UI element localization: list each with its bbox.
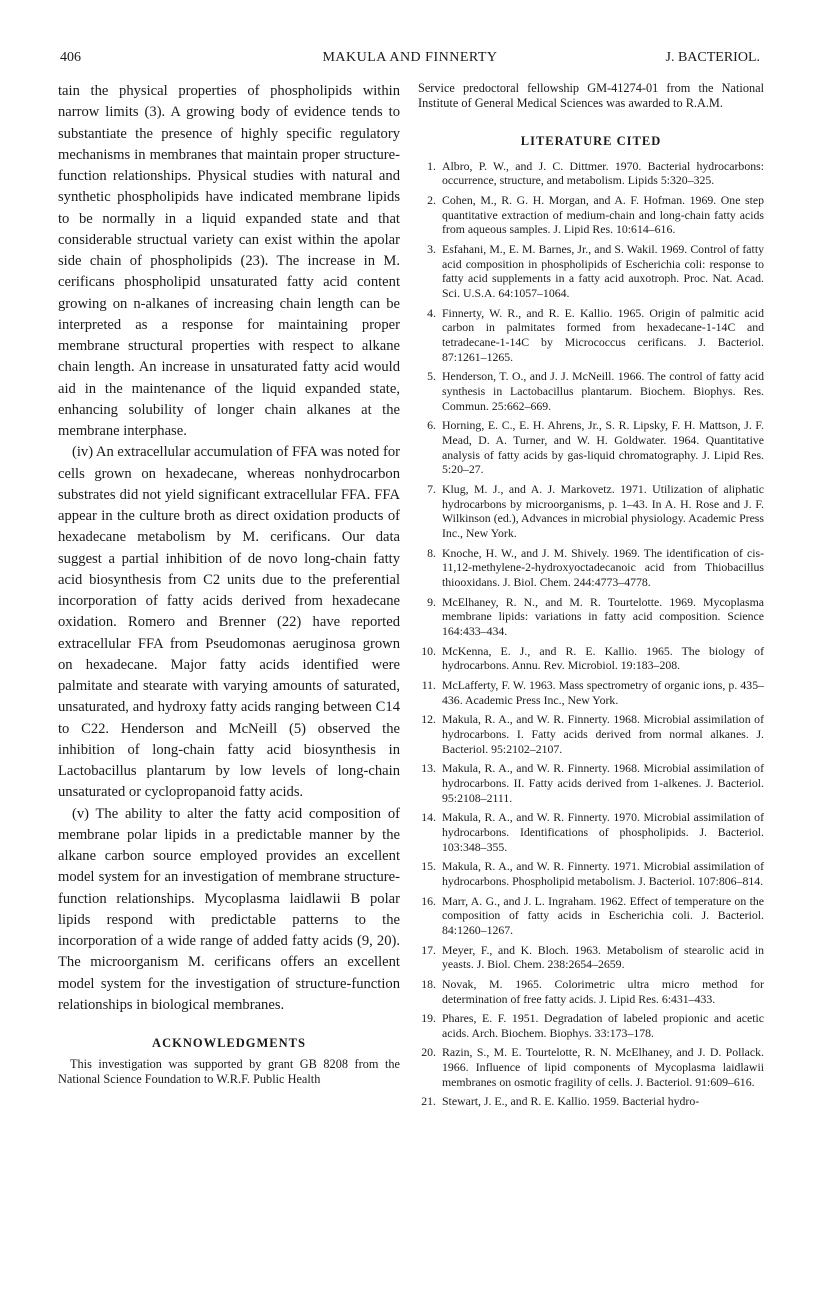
reference-text: Klug, M. J., and A. J. Markovetz. 1971. Utilization of aliphatic hydrocarbons by microorganisms, p. 1–43. In A. H. Rose and J. F. Wilkinson (ed.), Advances in microbial physiology. Academic Press Inc., New York.	[442, 482, 764, 541]
reference-item	[418, 1045, 764, 1089]
acknowledgments-heading: ACKNOWLEDGMENTS	[152, 1036, 306, 1050]
reference-item	[418, 546, 764, 590]
reference-item	[418, 859, 764, 888]
reference-text: Makula, R. A., and W. R. Finnerty. 1970. Microbial assimilation of hydrocarbons. Identifications of phospholipids. J. Bacteriol. 103:348–355.	[442, 810, 764, 854]
reference-text: Stewart, J. E., and R. E. Kallio. 1959. Bacterial hydro-	[442, 1094, 700, 1109]
reference-number: 11.	[421, 678, 436, 692]
reference-number: 8.	[427, 545, 436, 560]
right-column	[418, 81, 764, 1114]
literature-cited-heading: LITERATURE CITED	[520, 133, 662, 148]
reference-number: 1.	[427, 158, 436, 173]
body-paragraph: tain the physical properties of phospholipids within narrow limits (3). A growing body of evidence tends to substantiate the presence of highly specific regulatory mechanisms in membranes that maintain proper structure-function relationships. Physical studies with natural and synthetic phospholipids have indicated membrane lipids to be normally in a liquid expanded state and that considerable structual variety can exist within the apolar side chain of phospholipids (23). The increase in M. cerificans phospholipid unsaturated fatty acid content growing on n-alkanes of increasing chain length can be interpreted as a response for maintaining proper membrane structural properties with respect to alkane chain length. An increase in unsaturated fatty acid would aid in the maintenance of the liquid expanded state, enhancing solubility of longer chain alkanes at the membrane interphase.	[58, 83, 400, 439]
reference-number: 17.	[421, 942, 436, 957]
reference-number: 21.	[421, 1094, 436, 1109]
body-paragraph: (v) The ability to alter the fatty acid composition of membrane polar lipids in a predictable manner by the alkane carbon source employed provides an excellent model system for an investigation of membrane structure-function relationships. Mycoplasma laidlawii B polar lipids respond with predictable patterns to the incorporation of a wide range of added fatty acids (9, 20). The microorganism M. cerificans offers an excellent model system for the investigation of structure-function relationships in biological membranes.	[58, 805, 400, 1013]
reference-text: Makula, R. A., and W. R. Finnerty. 1968. Microbial assimilation of hydrocarbons. II. Fatty acids derived from 1-alkenes. J. Bacteriol. 95:2108–2111.	[442, 761, 764, 805]
reference-text: Finnerty, W. R., and R. E. Kallio. 1965. Origin of palmitic acid carbon in palmitates formed from hexadecane-1-14C and tetradecane-1-14C by Micrococcus cerificans. J. Bacteriol. 87:1261–1265.	[442, 305, 764, 364]
reference-text: Marr, A. G., and J. L. Ingraham. 1962. Effect of temperature on the composition of fatty acids in Escherichia coli. J. Bacteriol. 84:1260–1267.	[442, 893, 764, 937]
reference-item	[418, 306, 764, 365]
page-number: 406	[60, 50, 81, 65]
page-header	[60, 50, 760, 74]
running-title-authors: MAKULA AND FINNERTY	[322, 50, 498, 65]
reference-text: Albro, P. W., and J. C. Dittmer. 1970. Bacterial hydrocarbons: occurrence, structure, and metabolism. Lipids 5:320–325.	[442, 158, 764, 188]
reference-item	[418, 894, 764, 938]
reference-item	[418, 1011, 764, 1040]
reference-text: Makula, R. A., and W. R. Finnerty. 1971. Microbial assimilation of hydrocarbons. Phospholipid metabolism. J. Bacteriol. 107:806–814.	[442, 859, 764, 888]
reference-item	[418, 678, 764, 707]
reference-item	[418, 482, 764, 541]
reference-item	[418, 810, 764, 854]
reference-text: McLafferty, F. W. 1963. Mass spectrometry of organic ions, p. 435–436. Academic Press Inc., New York.	[442, 678, 764, 707]
reference-text: Phares, E. F. 1951. Degradation of labeled propionic and acetic acids. Arch. Biochem. Biophys. 33:173–178.	[442, 1011, 764, 1040]
reference-number: 12.	[421, 712, 436, 727]
reference-item	[418, 193, 764, 237]
reference-number: 18.	[421, 976, 436, 991]
reference-number: 6.	[427, 418, 436, 433]
reference-number: 10.	[421, 643, 436, 658]
reference-text: McKenna, E. J., and R. E. Kallio. 1965. The biology of hydrocarbons. Annu. Rev. Microbiol. 19:183–208.	[442, 643, 764, 673]
left-column	[58, 81, 400, 1088]
reference-item	[418, 977, 764, 1006]
reference-text: Henderson, T. O., and J. J. McNeill. 1966. The control of fatty acid synthesis in Lactobacillus plantarum. Biochem. Biophys. Res. Commun. 25:662–669.	[442, 369, 764, 413]
reference-item	[418, 761, 764, 805]
reference-text: Horning, E. C., E. H. Ahrens, Jr., S. R. Lipsky, F. H. Mattson, J. F. Mead, D. A. Turner, and W. H. Goldwater. 1964. Quantitative analysis of fatty acids by gas-liquid chromatography. J. Lipid Res. 5:20–27.	[442, 418, 764, 477]
reference-item	[418, 242, 764, 301]
reference-item	[418, 644, 764, 673]
reference-number: 16.	[421, 893, 436, 908]
reference-text: Cohen, M., R. G. H. Morgan, and A. F. Hofman. 1969. One step quantitative extraction of medium-chain and long-chain fatty acids from aqueous samples. J. Lipid Res. 10:614–616.	[442, 192, 764, 237]
reference-number: 7.	[427, 482, 436, 496]
reference-item	[418, 1094, 764, 1109]
reference-item	[418, 712, 764, 756]
reference-number: 20.	[421, 1045, 436, 1060]
reference-item	[418, 595, 764, 639]
reference-number: 3.	[427, 241, 436, 256]
reference-number: 2.	[427, 192, 436, 207]
reference-text: Esfahani, M., E. M. Barnes, Jr., and S. Wakil. 1969. Control of fatty acid composition in phospholipids of Escherichia coli: response to fatty acid supplements in a fatty acid auxotroph. Proc. Nat. Acad. Sci. U.S.A. 64:1057–1064.	[442, 241, 764, 300]
reference-number: 13.	[421, 761, 436, 776]
reference-number: 5.	[427, 369, 436, 384]
reference-number: 9.	[427, 594, 436, 609]
reference-item	[418, 369, 764, 413]
reference-item	[418, 943, 764, 972]
reference-number: 14.	[421, 810, 436, 825]
reference-item	[418, 159, 764, 188]
reference-text: McElhaney, R. N., and M. R. Tourtelotte. 1969. Mycoplasma membrane lipids: variations in fatty acid composition. Science 164:433–434.	[442, 594, 764, 639]
reference-text: Meyer, F., and K. Bloch. 1963. Metabolism of stearolic acid in yeasts. J. Biol. Chem. 238:2654–2659.	[442, 942, 764, 972]
reference-list	[418, 159, 764, 1110]
acknowledgments-text: This investigation was supported by grant GB 8208 from the National Science Foundation to W.R.F. Public Health	[58, 1057, 400, 1087]
reference-text: Knoche, H. W., and J. M. Shively. 1969. The identification of cis-11,12-methylene-2-hydroxyoctadecanoic acid from Thiobacillus thiooxidans. J. Biol. Chem. 244:4773–4778.	[442, 545, 764, 590]
body-paragraph: (iv) An extracellular accumulation of FFA was noted for cells grown on hexadecane, whereas nonhydrocarbon substrates did not yield significant extracellular FFA. FFA appear in the culture broth as direct oxidation products of hexadecane metabolism by M. cerificans. Our data suggest a partial inhibition of de novo long-chain fatty acid biosynthesis from C2 units due to the preferential incorporation of fatty acids derived from hexadecane oxidation. Romero and Brenner (22) have reported extracellular FFA from Pseudomonas aeruginosa grown on hexadecane. Major fatty acids identified were palmitate and stearate with varying amounts of saturated, unsaturated, and hydroxy fatty acids ranging between C14 to C22. Henderson and McNeill (5) observed the inhibition of long-chain fatty acid biosynthesis in Lactobacillus plantarum by low levels of long-chain unsaturated or cyclopropanoid fatty acids.	[58, 444, 400, 801]
reference-number: 19.	[421, 1011, 436, 1026]
reference-number: 15.	[421, 859, 436, 874]
acknowledgments-text-continued: Service predoctoral fellowship GM-41274-01 from the National Institute of General Medical Sciences was awarded to R.A.M.	[418, 81, 764, 111]
reference-item	[418, 418, 764, 477]
reference-number: 4.	[427, 305, 436, 320]
reference-text: Makula, R. A., and W. R. Finnerty. 1968. Microbial assimilation of hydrocarbons. I. Fatty acids derived from normal alkanes. J. Bacteriol. 95:2102–2107.	[442, 712, 764, 756]
running-title-journal: J. BACTERIOL.	[665, 50, 760, 65]
reference-text: Razin, S., M. E. Tourtelotte, R. N. McElhaney, and J. D. Pollack. 1966. Influence of lipid components of Mycoplasma laidlawii membranes on osmotic fragility of cells. J. Bacteriol. 91:609–616.	[442, 1045, 764, 1089]
reference-text: Novak, M. 1965. Colorimetric ultra micro method for determination of free fatty acids. J. Lipid Res. 6:431–433.	[442, 976, 764, 1006]
